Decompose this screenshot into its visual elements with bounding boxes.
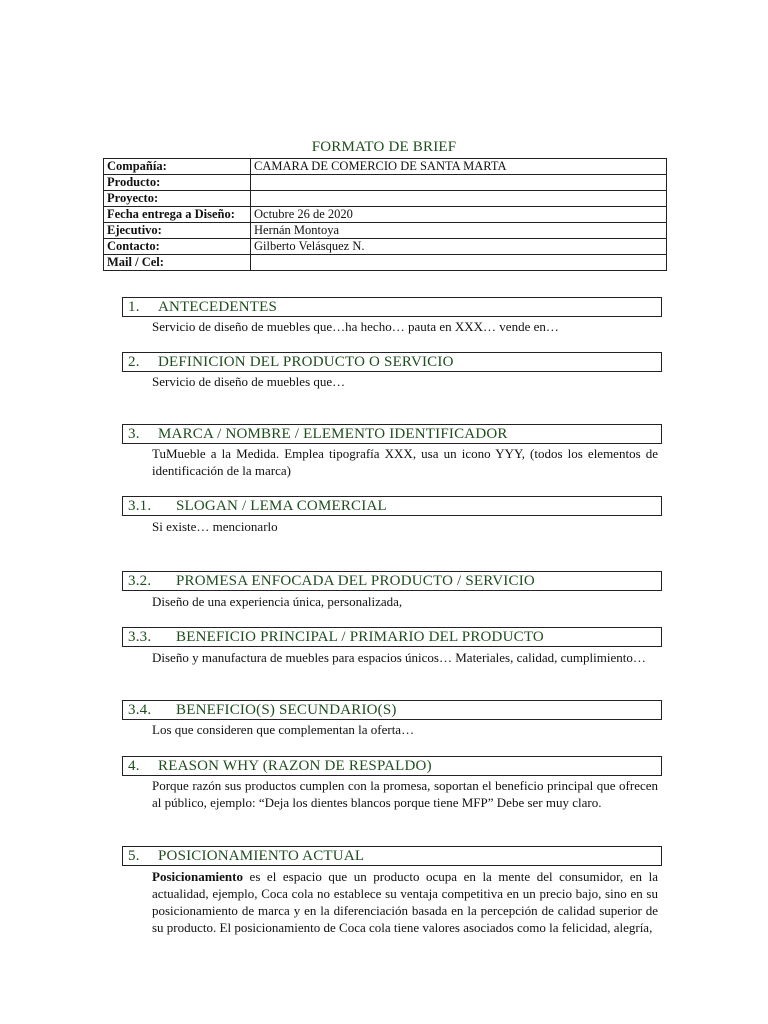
row-value: Hernán Montoya (251, 223, 667, 239)
section-3-1-body: Si existe… mencionarlo (152, 519, 278, 534)
section-title: BENEFICIO(S) SECUNDARIO(S) (176, 701, 397, 718)
section-number: 1. (128, 298, 140, 315)
row-value: CAMARA DE COMERCIO DE SANTA MARTA (251, 159, 667, 175)
table-row (104, 207, 667, 223)
table-row (104, 239, 667, 255)
section-2-body: Servicio de diseño de muebles que… (152, 374, 346, 389)
section-title: MARCA / NOMBRE / ELEMENTO IDENTIFICADOR (158, 425, 508, 442)
brief-info-table (103, 158, 667, 271)
section-title: DEFINICION DEL PRODUCTO O SERVICIO (158, 353, 454, 370)
section-title: BENEFICIO PRINCIPAL / PRIMARIO DEL PRODUCTO (176, 628, 544, 645)
section-title: REASON WHY (RAZON DE RESPALDO) (158, 757, 432, 774)
section-number: 2. (128, 353, 140, 370)
row-label: Fecha entrega a Diseño: (104, 207, 251, 223)
section-number: 3.4. (128, 701, 152, 718)
section-3-2-body: Diseño de una experiencia única, personalizada, (152, 594, 403, 609)
table-row (104, 175, 667, 191)
section-number: 3.3. (128, 628, 152, 645)
row-label: Mail / Cel: (104, 255, 251, 271)
section-1-body: Servicio de diseño de muebles que…ha hecho… pauta en XXX… vende en… (152, 319, 559, 334)
section-3-4-body: Los que consideren que complementan la oferta… (152, 722, 415, 737)
row-label: Producto: (104, 175, 251, 191)
definition-text: es el espacio que un producto ocupa en la mente del consumidor, en la actualidad, ejemplo, Coca cola no establece su ventaja competitiva en un precio bajo, sino en su posicionamiento de marca y en la diferenciación basada en la percepción de calidad superior de su producto. El posicionamiento de Coca cola tiene valores asociados como la felicidad, alegría, (152, 869, 658, 935)
section-3-4-heading (122, 700, 662, 720)
section-2-heading (122, 352, 662, 372)
section-title: PROMESA ENFOCADA DEL PRODUCTO / SERVICIO (176, 572, 535, 589)
section-3-3-body: Diseño y manufactura de muebles para espacios únicos… Materiales, calidad, cumplimiento… (152, 650, 646, 665)
section-title: SLOGAN / LEMA COMERCIAL (176, 497, 387, 514)
defined-term: Posicionamiento (152, 869, 243, 884)
table-row (104, 191, 667, 207)
row-value (251, 175, 667, 191)
section-4-body: Porque razón sus productos cumplen con la promesa, soportan el beneficio principal que ofrecen al público, ejemplo: “Deja los dientes blancos porque tiene MFP” Debe ser muy claro. (152, 778, 658, 810)
section-title: POSICIONAMIENTO ACTUAL (158, 847, 365, 864)
section-number: 4. (128, 757, 140, 774)
section-3-heading (122, 424, 662, 444)
table-row (104, 223, 667, 239)
row-value: Octubre 26 de 2020 (251, 207, 667, 223)
section-1-heading (122, 297, 662, 317)
section-5-heading (122, 846, 662, 866)
table-row (104, 255, 667, 271)
section-number: 3. (128, 425, 140, 442)
section-number: 5. (128, 847, 140, 864)
section-3-2-heading (122, 571, 662, 591)
section-4-heading (122, 756, 662, 776)
section-title: ANTECEDENTES (158, 298, 278, 315)
row-label: Contacto: (104, 239, 251, 255)
row-value (251, 191, 667, 207)
section-number: 3.2. (128, 572, 152, 589)
section-5-body (152, 868, 658, 936)
row-value: Gilberto Velásquez N. (251, 239, 667, 255)
row-label: Compañía: (104, 159, 251, 175)
section-3-1-heading (122, 496, 662, 516)
section-number: 3.1. (128, 497, 152, 514)
section-3-body: TuMueble a la Medida. Emplea tipografía XXX, usa un icono YYY, (todos los elementos de identificación de la marca) (152, 446, 658, 478)
row-label: Ejecutivo: (104, 223, 251, 239)
table-row (104, 159, 667, 175)
row-label: Proyecto: (104, 191, 251, 207)
section-3-3-heading (122, 627, 662, 647)
row-value (251, 255, 667, 271)
document-title: FORMATO DE BRIEF (311, 139, 457, 155)
